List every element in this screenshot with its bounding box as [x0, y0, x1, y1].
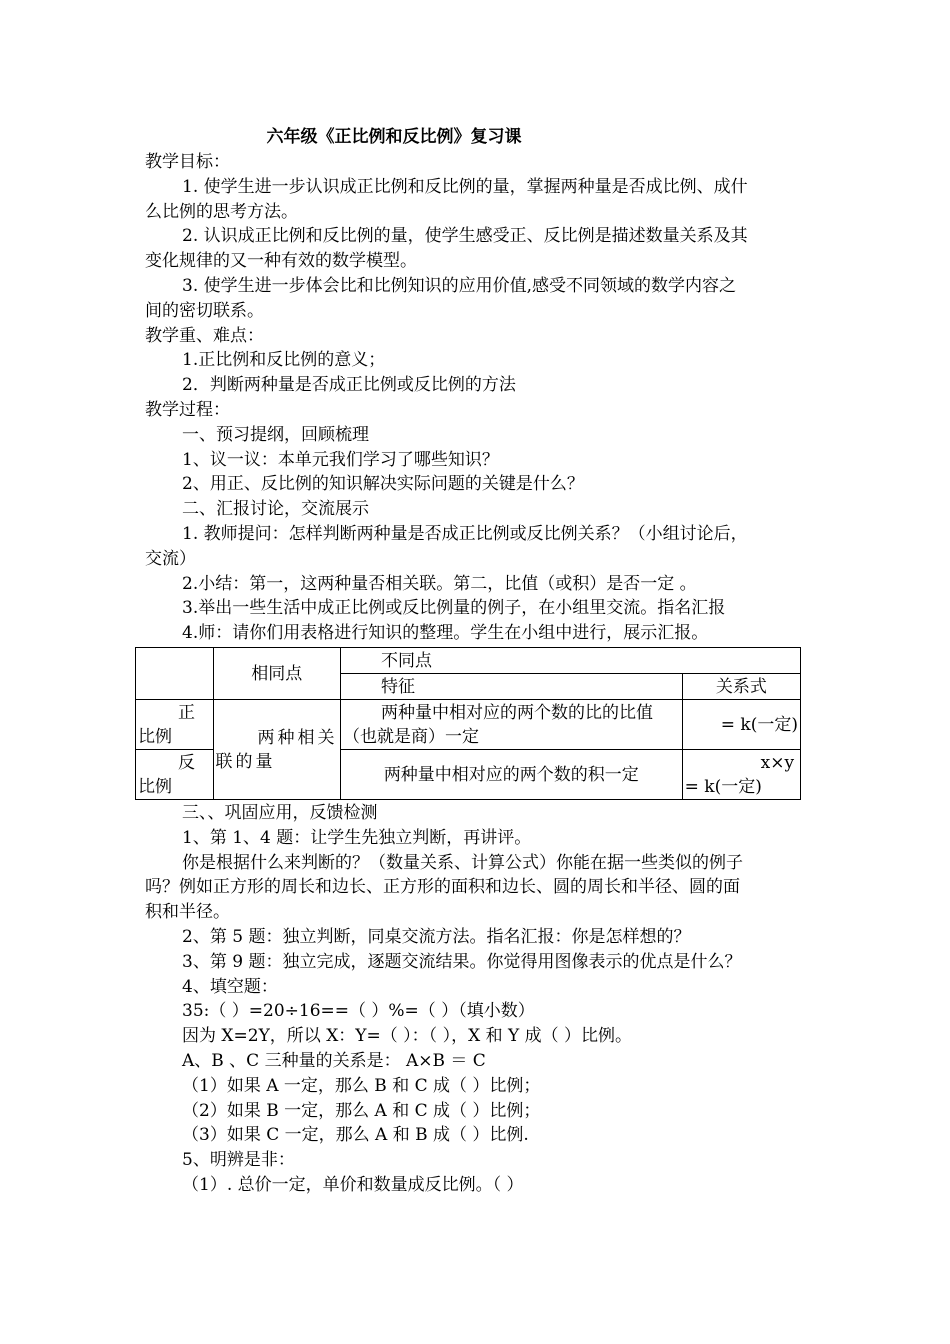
text-line: 2、用正、反比例的知识解决实际问题的关键是什么？	[182, 474, 584, 495]
text-line: 积和半径。	[145, 902, 230, 923]
text-line: 4、填空题：	[182, 976, 278, 997]
row2-relation-text: x×y= k(一定)	[684, 752, 795, 797]
row2-feature: 两种量中相对应的两个数的积一定	[340, 750, 682, 800]
text-line: （3）如果 C 一定，那么 A 和 B 成（ ）比例.	[182, 1125, 529, 1146]
text-line: 因为 X=2Y，所以 X：Y=（ ）：（ ），X 和 Y 成（ ）比例。	[182, 1026, 633, 1047]
text-line: （2）如果 B 一定，那么 A 和 C 成（ ）比例；	[182, 1100, 541, 1121]
text-line: 教学目标：	[145, 152, 230, 172]
text-line: （1）如果 A 一定，那么 B 和 C 成（ ）比例；	[182, 1075, 541, 1096]
text-line: 1、议一议：本单元我们学习了哪些知识？	[182, 449, 499, 470]
text-line: 1. 使学生进一步认识成正比例和反比例的量，掌握两种量是否成比例、成什	[182, 176, 748, 197]
text-line: 3. 使学生进一步体会比和比例知识的应用价值,感受不同领域的数学内容之	[182, 276, 737, 296]
same-header: 相同点	[213, 648, 340, 700]
text-line: 35:（ ）=20÷16==（ ）%=（ ）（填小数）	[182, 1001, 535, 1022]
text-line: 2.小结：第一，这两种量否相关联。第二，比值（或积）是否一定 。	[182, 573, 697, 594]
row1-feature-text: 两种量中相对应的两个数的比的比值（也就是商）一定	[342, 702, 653, 747]
page-title: 六年级《正比例和反比例》复习课	[266, 127, 522, 147]
text-line: 你是根据什么来判断的？（数量关系、计算公式）你能在据一些类似的例子	[182, 852, 743, 873]
text-line: 4.师：请你们用表格进行知识的整理。学生在小组中进行，展示汇报。	[182, 623, 709, 644]
text-line: 三、、巩固应用，反馈检测	[182, 803, 378, 823]
row2-label: 反比例	[138, 752, 195, 797]
diff-header: 不同点	[340, 648, 800, 674]
comparison-table	[135, 647, 801, 800]
text-line: 变化规律的又一种有效的数学模型。	[145, 251, 417, 272]
text-line: 2．判断两种量是否成正比例或反比例的方法	[182, 375, 516, 396]
shared-cell	[213, 700, 340, 800]
relation-header: 关系式	[682, 674, 800, 700]
text-line: 一、预习提纲，回顾梳理	[182, 424, 369, 445]
text-line: 1. 教师提问：怎样判断两种量是否成正比例或反比例关系？（小组讨论后，	[182, 524, 748, 544]
shared-text: 两种相关联的量	[215, 727, 338, 772]
text-line: 2、第 5 题：独立判断，同桌交流方法。指名汇报：你是怎样想的？	[182, 927, 691, 947]
table-corner-cell	[136, 648, 214, 700]
text-line: 间的密切联系。	[145, 300, 264, 321]
text-line: 交流）	[145, 548, 196, 569]
text-line: （1）. 总价一定，单价和数量成反比例。（ ）	[182, 1175, 524, 1195]
text-line: 吗？例如正方形的周长和边长、正方形的面积和边长、圆的周长和半径、圆的面	[145, 877, 740, 898]
row-label-direct	[136, 700, 214, 750]
row-label-inverse	[136, 750, 214, 800]
text-line: 3、第 9 题：独立完成，逐题交流结果。你觉得用图像表示的优点是什么？	[182, 951, 742, 972]
text-line: 二、汇报讨论，交流展示	[182, 499, 369, 520]
feature-header: 特征	[340, 674, 682, 700]
text-line: A、B 、C 三种量的关系是： A×B ＝ C	[182, 1051, 486, 1071]
text-line: 教学重、难点：	[145, 325, 264, 346]
text-line: 么比例的思考方法。	[145, 201, 298, 222]
text-line: 2. 认识成正比例和反比例的量，使学生感受正、反比例是描述数量关系及其	[182, 226, 748, 247]
text-line: 1、第 1、4 题：让学生先独立判断，再讲评。	[182, 827, 532, 848]
text-line: 1.正比例和反比例的意义；	[182, 350, 386, 371]
text-line: 3.举出一些生活中成正比例或反比例量的例子，在小组里交流。指名汇报	[182, 598, 726, 619]
row2-relation	[682, 750, 800, 800]
row1-label: 正比例	[138, 702, 195, 747]
row1-feature	[340, 700, 682, 750]
text-line: 5、明辨是非：	[182, 1150, 295, 1171]
text-line: 教学过程：	[145, 400, 230, 420]
row1-relation: = k(一定)	[682, 700, 800, 750]
